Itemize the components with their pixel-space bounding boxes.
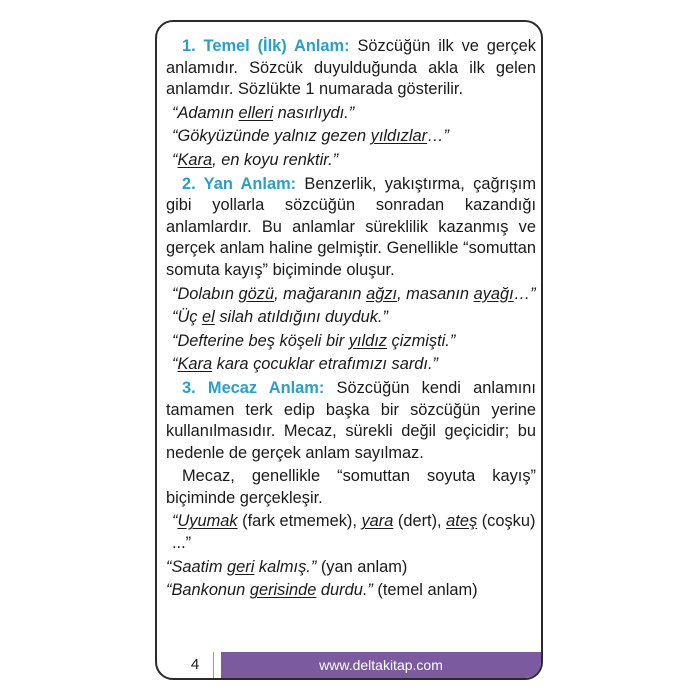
section-temel-anlam: 1. Temel (İlk) Anlam: Sözcüğün ilk ve gerçek anlamıdır. Sözcük duyulduğunda akla ilk gelen anlamdır. Sözlükte 1 numarada gösterilir. <box>166 37 536 99</box>
example-line: “Adamın elleri nasırlıydı.” <box>172 103 355 122</box>
mecaz-note: Mecaz, genellikle “somuttan soyuta kayış” biçiminde gerçekleşir. <box>166 467 536 507</box>
example-line: “Gökyüzünde yalnız gezen yıldızlar…” <box>172 127 449 146</box>
page-number: 4 <box>177 652 214 678</box>
example-line: “Defterine beş köşeli bir yıldız çizmişti.” <box>172 331 456 350</box>
example-line: “Saatim geri kalmış.” (yan anlam) <box>166 557 408 576</box>
heading-yan-anlam: 2. Yan Anlam: <box>182 174 297 193</box>
example-line: “Uyumak (fark etmemek), yara (dert), ateş (coşku) ...” <box>172 512 536 553</box>
page-footer <box>157 652 541 678</box>
page-content <box>166 36 536 602</box>
footer-url[interactable]: www.deltakitap.com <box>221 652 541 678</box>
example-line: “Üç el silah atıldığını duyduk.” <box>172 308 388 327</box>
heading-mecaz-anlam: 3. Mecaz Anlam: <box>182 378 325 397</box>
heading-temel-anlam: 1. Temel (İlk) Anlam: <box>182 37 350 55</box>
example-line: “Kara, en koyu renktir.” <box>172 150 339 169</box>
book-page-card <box>155 20 543 680</box>
section-yan-anlam: 2. Yan Anlam: Benzerlik, yakıştırma, çağrışım gibi yollarla sözcüğün sonradan kazandığı anlamlardır. Bu anlamlar süreklilik kazanmış ve gerçek anlam haline gelmiştir. Genellikle “somuttan somuta kayış” biçiminde oluşur. <box>166 174 537 279</box>
section-mecaz-anlam: 3. Mecaz Anlam: Sözcüğün kendi anlamını tamamen terk edip başka bir sözcüğün yerine kullanılmasıdır. Mecaz, sürekli değil geçicidir; bu nedenle de gerçek anlam sayılmaz. <box>166 378 536 462</box>
example-line: “Bankonun gerisinde durdu.” (temel anlam) <box>166 581 478 600</box>
example-line: “Kara kara çocuklar etrafımızı sardı.” <box>172 355 438 374</box>
example-line: “Dolabın gözü, mağaranın ağzı, masanın ayağı…” <box>172 284 536 303</box>
